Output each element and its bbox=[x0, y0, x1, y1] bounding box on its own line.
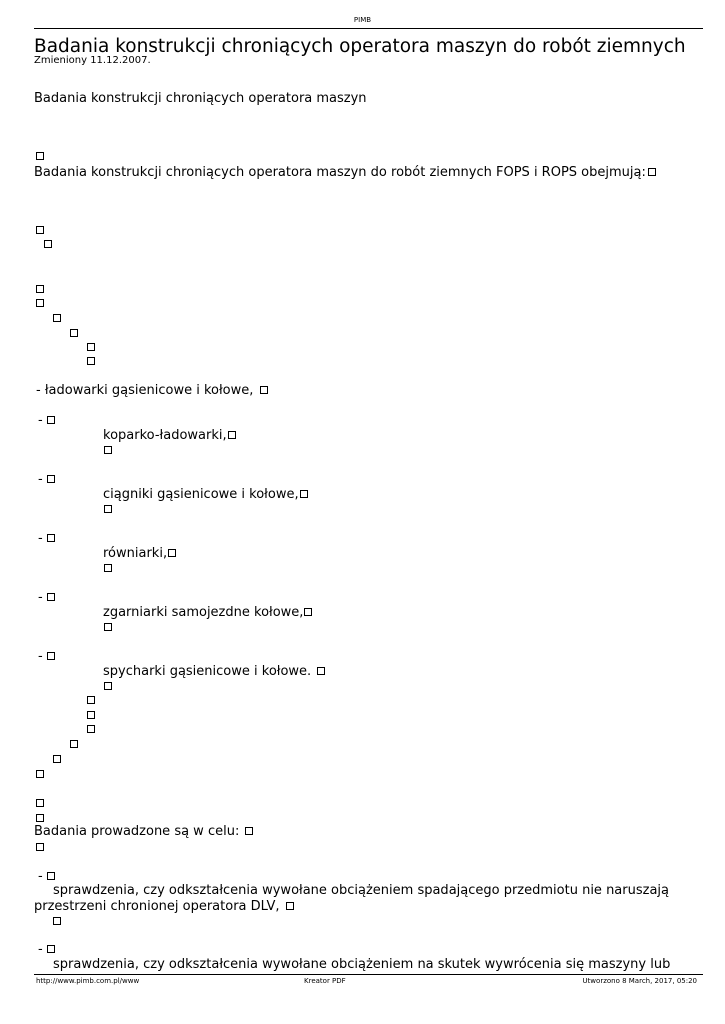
list-item bbox=[36, 149, 44, 164]
list-item bbox=[53, 752, 61, 767]
header-site: PIMB bbox=[353, 16, 372, 24]
purpose-item-line: sprawdzenia, czy odkształcenia wywołane obciążeniem spadającego przedmiotu nie naruszają bbox=[53, 883, 669, 898]
missing-glyph-box-icon bbox=[104, 446, 112, 454]
page-title: Badania konstrukcji chroniących operatora maszyn do robót ziemnych bbox=[34, 36, 686, 57]
list-item bbox=[70, 326, 78, 341]
footer-created: Utworzono 8 March, 2017, 05:20 bbox=[582, 977, 697, 985]
list-item bbox=[104, 443, 112, 458]
missing-glyph-box-icon bbox=[47, 475, 55, 483]
machine-label: równiarki, bbox=[103, 546, 168, 561]
missing-glyph-box-icon bbox=[228, 431, 236, 439]
missing-glyph-box-icon bbox=[36, 770, 44, 778]
changed-date: Zmieniony 11.12.2007. bbox=[34, 55, 151, 66]
missing-glyph-box-icon bbox=[47, 652, 55, 660]
missing-glyph-box-icon bbox=[36, 152, 44, 160]
missing-glyph-box-icon bbox=[36, 226, 44, 234]
missing-glyph-box-icon bbox=[104, 564, 112, 572]
list-item bbox=[36, 223, 44, 238]
missing-glyph-box-icon bbox=[47, 872, 55, 880]
missing-glyph-box-icon bbox=[36, 799, 44, 807]
purpose-heading bbox=[34, 824, 253, 839]
list-item bbox=[87, 340, 95, 355]
machine-item bbox=[36, 383, 268, 398]
missing-glyph-box-icon bbox=[53, 755, 61, 763]
list-item bbox=[36, 796, 44, 811]
list-item bbox=[87, 708, 95, 723]
missing-glyph-box-icon bbox=[36, 285, 44, 293]
missing-glyph-box-icon bbox=[104, 623, 112, 631]
intro-text: Badania konstrukcji chroniących operatora maszyn do robót ziemnych FOPS i ROPS obejmują: bbox=[34, 165, 646, 180]
list-item bbox=[36, 282, 44, 297]
dash-marker: - bbox=[38, 942, 55, 957]
machine-item bbox=[103, 428, 236, 443]
machine-label: koparko-ładowarki, bbox=[103, 428, 227, 443]
missing-glyph-box-icon bbox=[47, 945, 55, 953]
missing-glyph-box-icon bbox=[53, 314, 61, 322]
missing-glyph-box-icon bbox=[104, 682, 112, 690]
machine-label: - ładowarki gąsienicowe i kołowe, bbox=[36, 383, 258, 398]
list-item bbox=[104, 502, 112, 517]
missing-glyph-box-icon bbox=[47, 534, 55, 542]
purpose-intro-text: Badania prowadzone są w celu: bbox=[34, 824, 244, 839]
machine-item bbox=[103, 605, 312, 620]
missing-glyph-box-icon bbox=[87, 711, 95, 719]
intro-paragraph bbox=[34, 165, 656, 180]
missing-glyph-box-icon bbox=[47, 416, 55, 424]
dash-marker: - bbox=[38, 649, 55, 664]
missing-glyph-box-icon bbox=[648, 168, 656, 176]
missing-glyph-box-icon bbox=[304, 608, 312, 616]
missing-glyph-box-icon bbox=[70, 740, 78, 748]
list-item bbox=[70, 737, 78, 752]
dash-marker: - bbox=[38, 531, 55, 546]
list-item bbox=[104, 561, 112, 576]
missing-glyph-box-icon bbox=[104, 505, 112, 513]
dash-marker: - bbox=[38, 413, 55, 428]
missing-glyph-box-icon bbox=[36, 299, 44, 307]
missing-glyph-box-icon bbox=[260, 386, 268, 394]
machine-item bbox=[103, 546, 176, 561]
dash-marker: - bbox=[38, 869, 55, 884]
list-item bbox=[53, 914, 61, 929]
list-item bbox=[104, 679, 112, 694]
missing-glyph-box-icon bbox=[87, 696, 95, 704]
machine-label: spycharki gąsienicowe i kołowe. bbox=[103, 664, 316, 679]
list-item bbox=[53, 311, 61, 326]
missing-glyph-box-icon bbox=[70, 329, 78, 337]
list-item bbox=[87, 354, 95, 369]
dash-marker: - bbox=[38, 590, 55, 605]
missing-glyph-box-icon bbox=[245, 827, 253, 835]
missing-glyph-box-icon bbox=[168, 549, 176, 557]
purpose-item-line: sprawdzenia, czy odkształcenia wywołane obciążeniem na skutek wywrócenia się maszyny lub bbox=[53, 957, 671, 972]
list-item bbox=[104, 620, 112, 635]
purpose-item-line: przestrzeni chronionej operatora DLV, bbox=[34, 899, 294, 914]
machine-item bbox=[103, 664, 325, 679]
list-item bbox=[87, 693, 95, 708]
header-rule bbox=[34, 28, 703, 29]
machine-label: zgarniarki samojezdne kołowe, bbox=[103, 605, 304, 620]
footer-creator: Kreator PDF bbox=[304, 977, 346, 985]
missing-glyph-box-icon bbox=[87, 357, 95, 365]
lead-text: Badania konstrukcji chroniących operatora maszyn bbox=[34, 91, 367, 106]
missing-glyph-box-icon bbox=[44, 240, 52, 248]
missing-glyph-box-icon bbox=[36, 814, 44, 822]
list-item bbox=[87, 722, 95, 737]
footer-url: http://www.pimb.com.pl/www bbox=[36, 977, 140, 985]
missing-glyph-box-icon bbox=[47, 593, 55, 601]
missing-glyph-box-icon bbox=[87, 725, 95, 733]
missing-glyph-box-icon bbox=[300, 490, 308, 498]
missing-glyph-box-icon bbox=[53, 917, 61, 925]
machine-item bbox=[103, 487, 308, 502]
list-item bbox=[36, 767, 44, 782]
list-item bbox=[36, 840, 44, 855]
dash-marker: - bbox=[38, 472, 55, 487]
machine-label: ciągniki gąsienicowe i kołowe, bbox=[103, 487, 299, 502]
missing-glyph-box-icon bbox=[36, 843, 44, 851]
list-item bbox=[36, 296, 44, 311]
missing-glyph-box-icon bbox=[317, 667, 325, 675]
missing-glyph-box-icon bbox=[87, 343, 95, 351]
footer-rule bbox=[34, 974, 703, 975]
list-item bbox=[44, 237, 52, 252]
missing-glyph-box-icon bbox=[286, 902, 294, 910]
